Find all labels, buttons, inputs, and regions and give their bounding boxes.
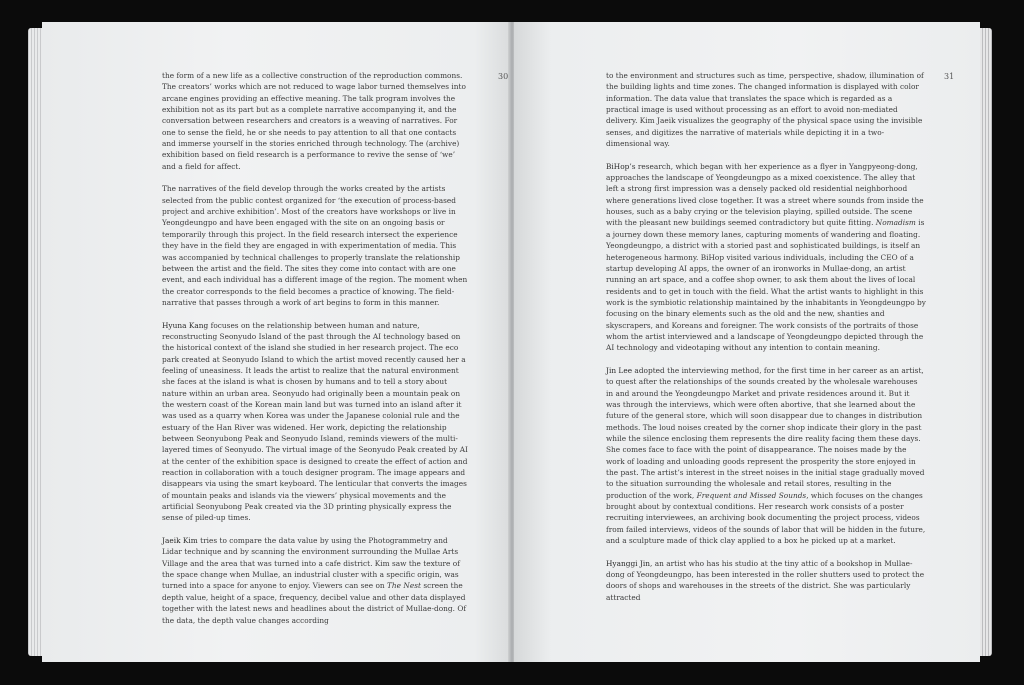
work-title: The Nest xyxy=(387,581,421,591)
paragraph-text: , which focuses on the changes brought about by contextual conditions. Her research work consists of a poster recruiting interviewees, an archiving book documenting the project process, videos from failed interviews, videos of the sounds of labor that will be hidden in the future, and a sculpture made of thick clay applied to a box he picked up at a market. xyxy=(606,490,926,546)
paragraph: the form of a new life as a collective construction of the reproduction commons. The creators’ works which are not reduced to wage labor turned themselves into arcane engines providing an effective meaning. The talk program involves the exhibition not as its part but as a complete narrative accompanying it, and the conversation between researchers and creators is a weaving of narratives. For one to sense the field, he or she needs to pay attention to all that one contacts and immerse yourself in the stories enriched through technology. The (archive) exhibition based on field research is a performance to revive the sense of ‘we’ and a field for affect. xyxy=(162,71,466,171)
right-page xyxy=(514,22,980,662)
page-edges-right xyxy=(980,28,992,656)
paragraph xyxy=(162,535,470,626)
paragraph: to the environment and structures such as time, perspective, shadow, illumination of the building lights and time zones. The changed information is displayed with color information. The data value that translates the space which is regarded as a practical image is used without processing as an effort to avoid non-mediated delivery. Kim Jaeik visualizes the geography of the physical space using the invisible senses, and digitizes the narrative of materials while depicting it in a two-dimensional way. xyxy=(606,71,924,149)
artist-name: Jin Lee xyxy=(606,365,633,375)
artist-name: Hyanggi Jin xyxy=(606,558,650,568)
paragraph-text: screen the depth value, height of a space, frequency, decibel value and other data displayed together with the latest news and headlines about the district of Mullae-dong. Of the data, the depth value changes according xyxy=(162,581,467,625)
paragraph xyxy=(606,161,926,354)
paragraph-text: tries to compare the data value by using the Photogrammetry and Lidar technique and by scanning the environment surrounding the Mullae Arts Village and the area that was turned into a cafe district. Kim saw the texture of the space change when Mullae, an industrial cluster with a specific origin, was turned into a space for anyone to enjoy. Viewers can see on xyxy=(162,536,460,591)
open-book xyxy=(28,22,992,662)
page-number: 30 xyxy=(498,72,509,81)
text-column xyxy=(606,70,926,615)
artist-name: Hyuna Kang xyxy=(162,320,209,330)
paragraph-text: ’s research, which began with her experience as a flyer in Yangpyeong-dong, approaches the landscape of Yeongdeungpo as a mixed coexistence. The alley that left a strong first impression was a densely packed old residential neighborhood where generations lived close together. It was a street where sounds from inside the houses, such as a baby crying or the television playing, spilled outside. The scene with the pleasant new buildings seemed contradictory but quite fitting. xyxy=(606,161,924,228)
left-page xyxy=(42,22,512,662)
paragraph xyxy=(606,558,926,603)
paragraph xyxy=(162,320,470,524)
text-column xyxy=(162,70,470,637)
artist-name: Jaeik Kim xyxy=(162,536,198,546)
work-title: Nomadism xyxy=(875,218,916,228)
work-title: Frequent and Missed Sounds xyxy=(696,490,807,500)
paragraph-text: focuses on the relationship between human and nature, reconstructing Seonyudo Island of the past through the AI technology based on the historical context of the island she studied in her research project. The eco park created at Seonyudo Island to which the artist moved recently caused her a feeling of uneasiness. It leads the artist to realize that the natural environment she faces at the island is what is chosen by humans and to tell a story about nature within an urban area. Seonyudo had originally been a mountain peak on the western coast of the Korean main land but was turned into an island after it was used as a quarry when Korea was under the Japanese colonial rule and the estuary of the Han River was widened. Her work, depicting the relationship between Seonyubong Peak and Seonyudo Island, reminds viewers of the multi-layered times of Seonyudo. The virtual image of the Seonyudo Peak created by AI at the center of the exhibition space is designed to create the effect of action and reaction in collaboration with a touch designer program. The image appears and disappears via using the smart keyboard. The lenticular that converts the images of mountain peaks and islands via the viewers’ physical movements and the artificial Seonyubong Peak created via the 3D printing physically express the sense of piled-up times. xyxy=(162,320,468,523)
paragraph-text: , an artist who has his studio at the tiny attic of a bookshop in Mullae-dong of Yeongdeungpo, has been interested in the roller shutters used to protect the doors of shops and warehouses in the streets of the district. She was particularly attracted xyxy=(606,558,925,602)
paragraph xyxy=(606,365,926,547)
paragraph-text: is a journey down these memory lanes, capturing moments of wandering and floating. Yeongdeungpo, a district with a storied past and sophisticated buildings, is itself an heterogeneous harmony. BiHop visited various individuals, including the CEO of a startup developing AI apps, the owner of an ironworks in Mullae-dong, an artist running an art space, and a coffee shop owner, to ask them about the lives of local residents and to get in touch with the field. What the artist wants to highlight in this work is the symbiotic relationship maintained by the inhabitants in Yeongdeungpo by focusing on the binary elements such as the old and the new, shanties and skyscrapers, and Koreans and foreigner. The work consists of the portraits of those whom the artist interviewed and a landscape of Yeongdeungpo depicted through the AI technology and videotaping without any intention to contain meaning. xyxy=(606,218,926,353)
page-number: 31 xyxy=(944,72,955,81)
artist-name: BiHop xyxy=(606,161,630,171)
paragraph: The narratives of the field develop through the works created by the artists selected from the public contest organized for ‘the execution of process-based project and archive exhibition’. Most of the creators have workshops or live in Yeongdeungpo and have been engaged with the site on an ongoing basis or temporarily through this project. In the field research intersect the experience they have in the field they are engaged in with experimentation of media. This was accompanied by technical challenges to properly translate the relationship between the artist and the field. The sites they come into contact with are one event, and each individual has a different image of the region. The moment when the creator corresponds to the field becomes a practice of knowing. The field-narrative that passes through a work of art begins to form in this manner. xyxy=(162,184,468,307)
paragraph-text: adopted the interviewing method, for the first time in her career as an artist, to quest after the relationships of the sounds created by the wholesale warehouses in and around the Yeongdeungpo Market and private residences around it. But it was through the interviews, which were often abortive, that she learned about the future of the general store, which will soon disappear due to changes in distribution methods. The loud noises created by the corner shop indicate their glory in the past while the silence enclosing them represents the dire reality facing them these days. She comes face to face with the point of disappearance. The noises made by the work of loading and unloading goods represent the prosperity the store enjoyed in the past. The artist’s interest in the street noises in the initial stage gradually moved to the situation surrounding the wholesale and retail stores, resulting in the production of the work, xyxy=(606,365,925,500)
